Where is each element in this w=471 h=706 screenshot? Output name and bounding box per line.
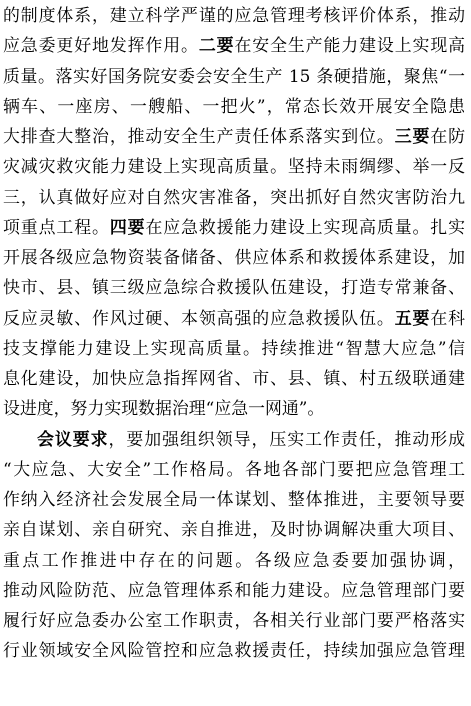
text-line — [3, 514, 465, 544]
text-line — [3, 91, 465, 121]
paragraph-tasks — [3, 0, 465, 424]
text-line — [3, 635, 465, 665]
text-line — [3, 272, 465, 302]
bold-keyword: 三要 — [394, 126, 431, 146]
text-run: 反应灵敏、作风过硬、本领高强的应急救援队伍。 — [3, 307, 395, 328]
text-run: 在应急救援能力建设上实现高质量。扎实 — [145, 216, 465, 237]
text-run: 重点工作推进中存在的问题。各级应急委要加强协调， — [3, 549, 465, 570]
text-run: 推动风险防范、应急管理体系和能力建设。应急管理部门要 — [3, 579, 465, 600]
text-line — [3, 454, 465, 484]
text-line — [3, 0, 465, 30]
text-run: 灾减灾救灾能力建设上实现高质量。坚持未雨绸缪、举一反 — [3, 156, 465, 177]
text-line — [3, 182, 465, 212]
text-line — [3, 545, 465, 575]
text-line — [3, 242, 465, 272]
text-line — [3, 424, 465, 454]
text-run: 在防 — [430, 126, 465, 146]
text-run: 在科 — [430, 307, 465, 328]
text-line — [3, 484, 465, 514]
text-line — [3, 61, 465, 91]
text-run: 行业领域安全风险管控和应急救援责任，持续加强应急管理 — [3, 640, 465, 661]
paragraph-meeting-requirements — [3, 424, 465, 666]
text-run: 作纳入经济社会发展全局一体谋划、整体推进，主要领导要 — [3, 489, 465, 509]
text-run: 辆车、一座房、一艘船、一把火”，常态长效开展安全隐患 — [3, 95, 465, 116]
text-run: 履行好应急委办公室工作职责，各相关行业部门要严格落实 — [3, 610, 465, 630]
text-run: 息化建设，加快应急指挥网省、市、县、镇、村五级联通建 — [3, 368, 465, 388]
text-line — [3, 363, 465, 393]
text-run: 大排查大整治，推动安全生产责任体系落实到位。 — [3, 126, 395, 146]
text-run: 开展各级应急物资装备储备、供应体系和救援体系建设，加 — [3, 247, 465, 267]
text-line — [3, 605, 465, 635]
text-line — [3, 575, 465, 605]
bold-keyword: 五要 — [394, 307, 431, 328]
text-line — [3, 303, 465, 333]
text-run: 应急委更好地发挥作用。 — [3, 35, 199, 56]
text-line — [3, 393, 465, 423]
text-line — [3, 151, 465, 181]
text-run: “大应急、大安全”工作格局。各地各部门要把应急管理工 — [3, 458, 465, 479]
text-run: ，要加强组织领导，压实工作责任，推动形成 — [108, 428, 465, 449]
bold-keyword: 二要 — [198, 35, 235, 56]
text-run: 亲自谋划、亲自研究、亲自推进，及时协调解决重大项目、 — [3, 519, 465, 540]
text-run: 快市、县、镇三级应急综合救援队伍建设，打造专常兼备、 — [3, 277, 465, 298]
text-line — [3, 212, 465, 242]
text-line — [3, 333, 465, 363]
text-line — [3, 30, 465, 60]
bold-keyword: 会议要求 — [37, 428, 109, 449]
text-run: 质量。落实好国务院安委会安全生产 15 条硬措施，聚焦“一 — [3, 65, 465, 86]
bold-keyword: 四要 — [109, 216, 146, 237]
text-run: 三，认真做好应对自然灾害准备，突出抓好自然灾害防治九 — [3, 186, 465, 207]
text-line — [3, 121, 465, 151]
text-run: 的制度体系，建立科学严谨的应急管理考核评价体系，推动 — [3, 5, 465, 25]
text-run: 设进度，努力实现数据治理“应急一网通”。 — [3, 398, 325, 419]
text-run: 项重点工程。 — [3, 216, 110, 237]
text-run: 在安全生产能力建设上实现高 — [234, 35, 465, 56]
text-run: 技支撑能力建设上实现高质量。持续推进“智慧大应急”信 — [3, 337, 465, 358]
